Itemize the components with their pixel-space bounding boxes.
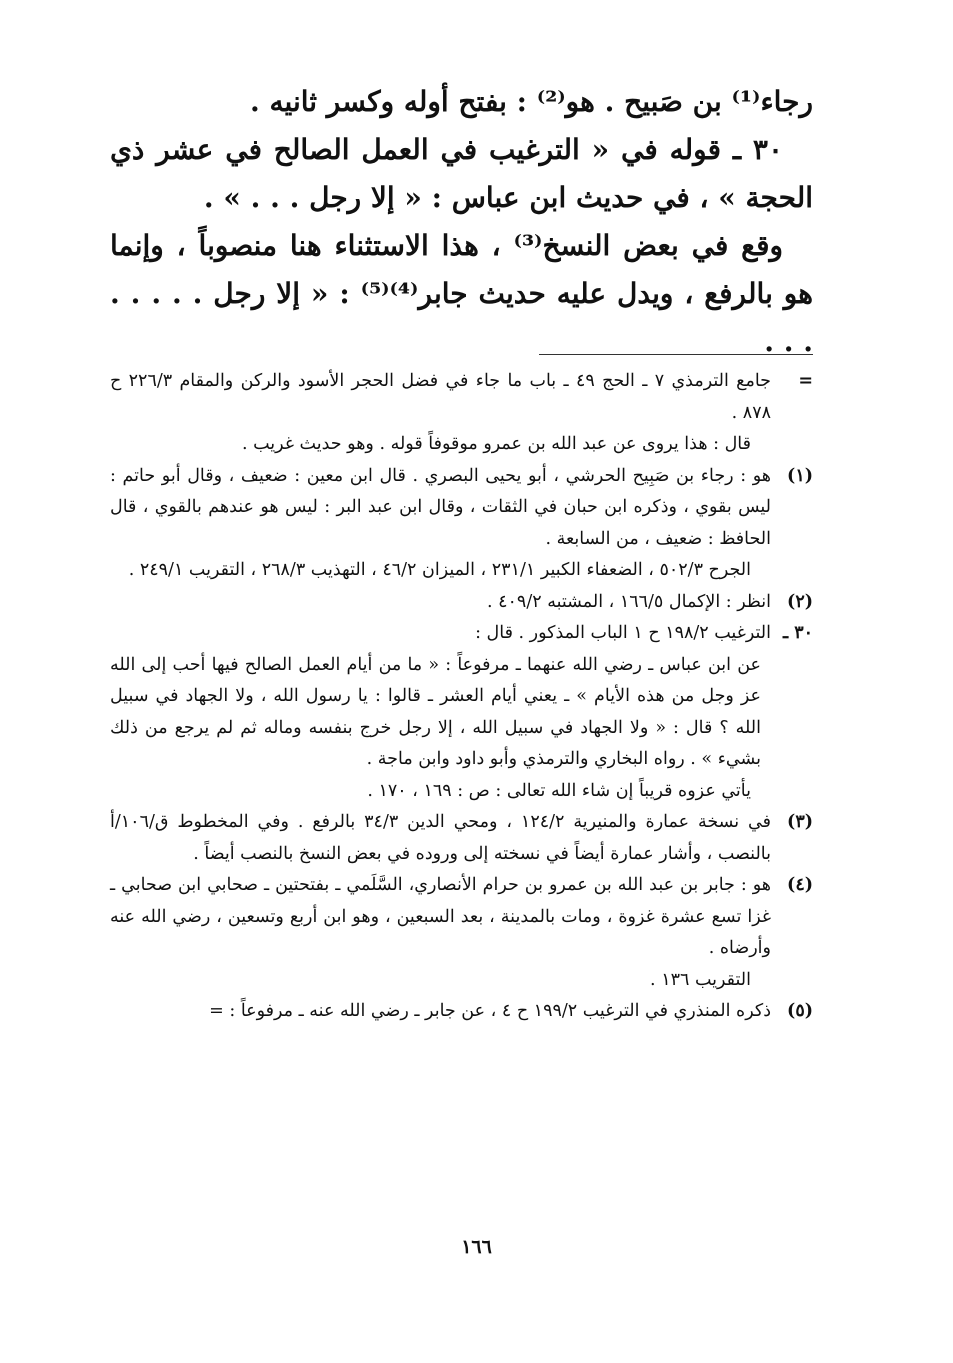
footnote-text: ذكره المنذري في الترغيب ١٩٩/٢ ح ٤ ، عن جابر ـ رضي الله عنه ـ مرفوعاً : = xyxy=(209,1001,771,1021)
footnotes xyxy=(110,366,813,1028)
footnote-text: في نسخة عمارة والمنيرية ١٢٤/٢ ، ومحي الدين ٣٤/٣ بالرفع . وفي المخطوط ق/١٠٦/أ بالنصب ، وأشار عمارة أيضاً في نسخته إلى وروده في بعض النسخ بالنصب أيضاً . xyxy=(110,812,772,864)
footnote-text: التقريب ١٣٦ . xyxy=(650,969,751,990)
main-line: رجاء⁽¹⁾ بن صَبيح . هو⁽²⁾ : بفتح أوله وكسر ثانيه . xyxy=(249,85,813,118)
footnote-5 xyxy=(110,996,813,1028)
footnote-continuation xyxy=(110,366,813,461)
main-paragraph: وقع في بعض النسخ⁽³⁾ ، هذا الاستثناء هنا منصوباً ، وإنما هو بالرفع ، ويدل عليه حديث جابر⁽⁴⁾⁽⁵⁾ : « إلا رجل . . . . . . . . xyxy=(110,229,814,358)
page-number: ١٦٦ xyxy=(461,1236,492,1258)
footnote-text: عن ابن عباس ـ رضي الله عنهما ـ مرفوعاً : « ما من أيام العمل الصالح فيها أحب إلى الله عز وجل من هذه الأيام » ـ يعني أيام العشر ـ قالوا : يا رسول الله ، ولا الجهاد في سبيل الله ؟ قال : « ولا الجهاد في سبيل الله ، إلا رجل خرج بنفسه وماله ثم لم يرجع من ذلك بشيء » . رواه البخاري والترمذي وأبو داود وابن ماجة . xyxy=(110,654,761,769)
footnote-text: الترغيب ١٩٨/٢ ح ١ الباب المذكور . قال : xyxy=(475,623,771,643)
footnote-text: جامع الترمذي ٧ ـ الحج ٤٩ ـ باب ما جاء في فضل الحجر الأسود والركن والمقام ٢٢٦/٣ ح ٨٧٨ . xyxy=(110,371,772,423)
footnote-30 xyxy=(110,618,813,807)
footnote-text: هو : رجاء بن صَبِيح الحرشي ، أبو يحيى البصري . قال ابن معين : ضعيف ، وقال أبو حاتم : ليس بقوي ، وذكره ابن حبان في الثقات ، وقال ابن عبد البر : ليس هو عندهم بالقوي ، قال الحافظ : ضعيف ، من السابعة . xyxy=(110,465,771,549)
footnote-mark: (٤) xyxy=(787,875,813,895)
footnote-text: انظر : الإكمال ١٦٦/٥ ، المشتبه ٤٠٩/٢ . xyxy=(486,591,771,612)
footnote-2 xyxy=(110,587,813,619)
footnote-separator xyxy=(539,354,813,355)
footnote-mark: (٣) xyxy=(787,812,813,832)
footnote-mark: ٣٠ ـ xyxy=(782,623,813,643)
footnote-3 xyxy=(110,807,813,870)
footnote-1 xyxy=(110,461,813,587)
footnote-text: هو : جابر بن عبد الله بن عمرو بن حرام الأنصاري، السَّلَمي ـ بفتحتين ـ صحابي ابن صحابي ـ غزا تسع عشرة غزوة ، ومات بالمدينة ، بعد السبعين ، وهو ابن أربع وتسعين ، رضي الله عنه وأرضاه . xyxy=(110,875,771,958)
footnote-text: قال : هذا يروى عن عبد الله بن عمرو موقوفاً قوله . وهو حديث غريب . xyxy=(241,434,751,454)
main-text xyxy=(110,78,813,366)
footnote-mark: = xyxy=(798,371,813,391)
main-paragraph: ٣٠ ـ قوله في « الترغيب في العمل الصالح في عشر ذي الحجة » ، في حديث ابن عباس : « إلا رجل . . . » . xyxy=(110,133,813,214)
footnote-text: يأتي عزوه قريباً إن شاء الله تعالى : ص : ١٦٩ ، ١٧٠ . xyxy=(367,780,751,801)
footnote-mark: (٢) xyxy=(787,591,813,612)
footnote-4 xyxy=(110,870,813,996)
footnote-text: الجرح ٥٠٢/٣ ، الضعفاء الكبير ٢٣١/١ ، الميزان ٤٦/٢ ، التهذيب ٢٦٨/٣ ، التقريب ٢٤٩/١ . xyxy=(128,560,751,580)
footnote-mark: (٥) xyxy=(787,1001,813,1021)
footnote-mark: (١) xyxy=(787,465,813,486)
